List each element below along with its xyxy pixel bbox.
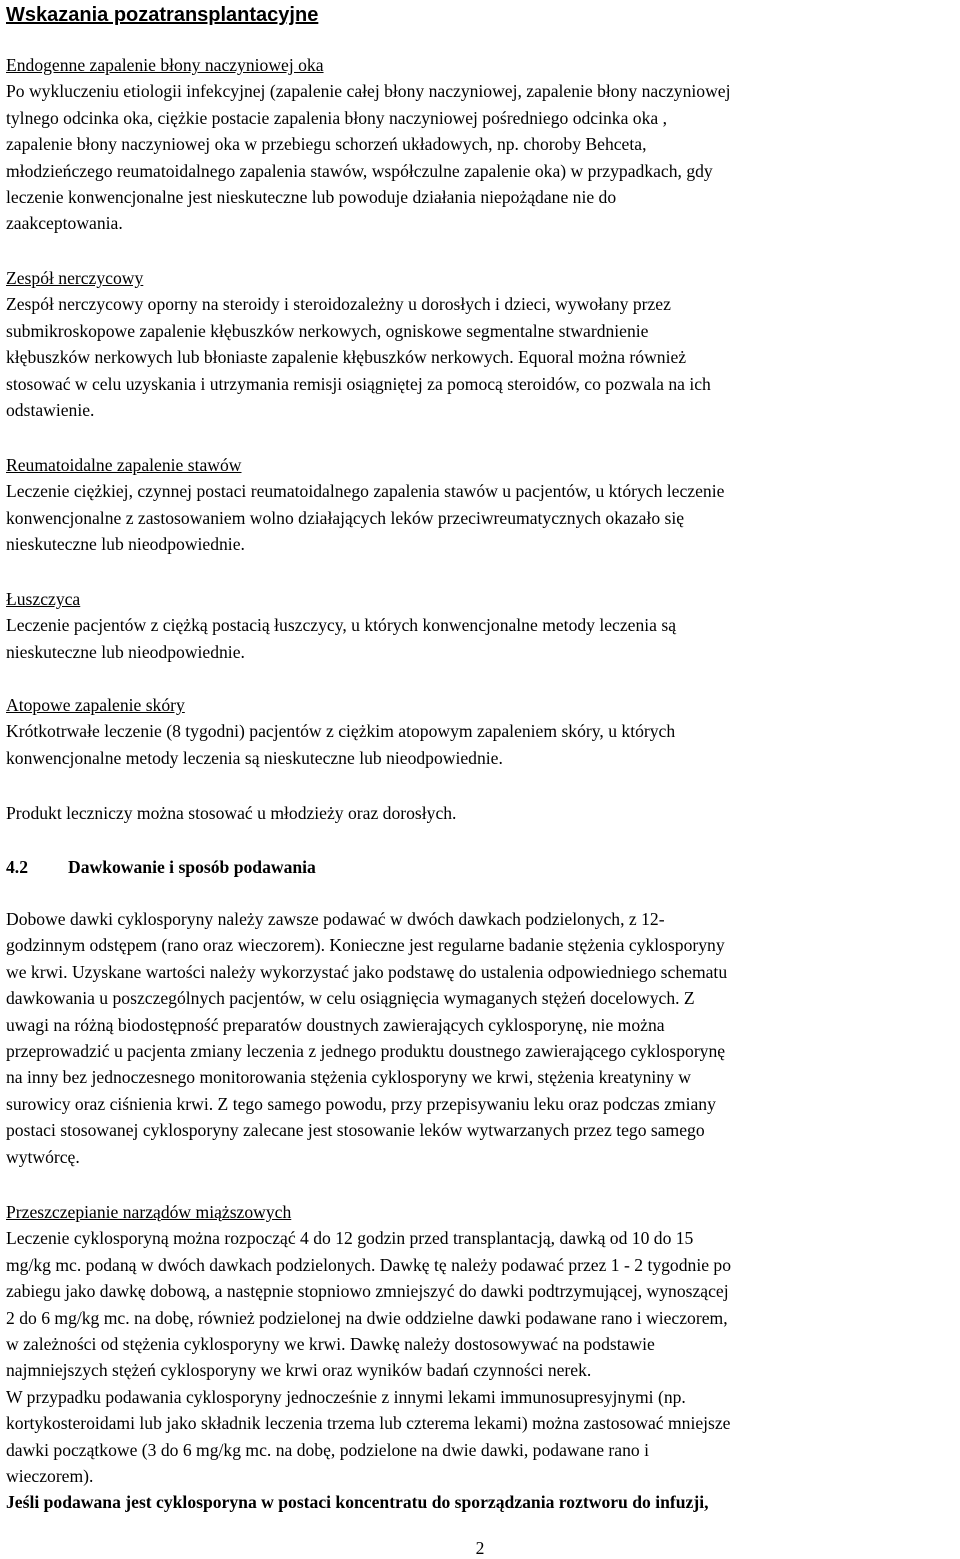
reumatoidalne-section xyxy=(6,452,956,558)
paragraph-line: nieskuteczne lub nieodpowiednie. xyxy=(6,641,245,662)
paragraph-line: W przypadku podawania cyklosporyny jednocześnie z innymi lekami immunosupresyjnymi (np. xyxy=(6,1386,686,1407)
paragraph-line: leczenie konwencjonalne jest nieskuteczne lub powoduje działania niepożądane nie do xyxy=(6,187,617,208)
reumatoidalne-heading: Reumatoidalne zapalenie stawów xyxy=(6,455,242,475)
paragraph-line: odstawienie. xyxy=(6,400,95,421)
luszczyca-heading: Łuszczyca xyxy=(6,589,81,609)
endogenne-heading: Endogenne zapalenie błony naczyniowej oka xyxy=(6,55,324,75)
paragraph-line: tylnego odcinka oka, ciężkie postacie zapalenia błony naczyniowej pośredniego odcinka oka , xyxy=(6,107,667,128)
paragraph-line: konwencjonalne metody leczenia są nieskuteczne lub nieodpowiednie. xyxy=(6,747,503,768)
paragraph-line: zabiegu jako dawkę dobową, a następnie stopniowo zmniejszyć do dawki podtrzymującej, wynoszącej xyxy=(6,1281,729,1302)
paragraph-line: Leczenie cyklosporyną można rozpocząć 4 do 12 godzin przed transplantacją, dawką od 10 do 15 xyxy=(6,1228,694,1249)
paragraph-line: młodzieńczego reumatoidalnego zapalenia stawów, współczulne zapalenie oka) w przypadkach, gdy xyxy=(6,160,713,181)
atopowe-section xyxy=(6,692,956,771)
endogenne-section xyxy=(6,52,956,237)
paragraph-line: wieczorem). xyxy=(6,1466,94,1487)
paragraph-line: surowicy oraz ciśnienia krwi. Z tego samego powodu, przy przepisywaniu leku oraz podczas zmiany xyxy=(6,1093,716,1114)
paragraph-line: kortykosteroidami lub jako składnik leczenia trzema lub czterema lekami) można zastosować mniejsze xyxy=(6,1413,731,1434)
paragraph-line: Produkt leczniczy można stosować u młodzieży oraz dorosłych. xyxy=(6,803,457,823)
luszczyca-section xyxy=(6,586,956,665)
paragraph-line: konwencjonalne z zastosowaniem wolno działających leków przeciwreumatycznych okazało się xyxy=(6,507,685,528)
paragraph-line: postaci stosowanej cyklosporyny zalecane jest stosowanie leków wytwarzanych przez tego samego xyxy=(6,1120,705,1141)
paragraph-line: dawkowania u poszczególnych pacjentów, w celu osiągnięcia wymaganych stężeń docelowych. Z xyxy=(6,988,695,1009)
paragraph-line: we krwi. Uzyskane wartości należy wykorzystać jako podstawę do ustalenia odpowiedniego schematu xyxy=(6,961,728,982)
nerczycowy-heading: Zespół nerczycowy xyxy=(6,268,144,288)
nerczycowy-section xyxy=(6,265,956,423)
paragraph-line: zaakceptowania. xyxy=(6,213,123,234)
paragraph-line: godzinnym odstępem (rano oraz wieczorem). Konieczne jest regularne badanie stężenia cyklosporyny xyxy=(6,935,725,956)
paragraph-line: kłębuszków nerkowych lub błoniaste zapalenie kłębuszków nerkowych. Equoral można również xyxy=(6,347,687,368)
paragraph-line: Leczenie ciężkiej, czynnej postaci reumatoidalnego zapalenia stawów u pacjentów, u których leczenie xyxy=(6,481,725,502)
paragraph-line: nieskuteczne lub nieodpowiednie. xyxy=(6,534,245,555)
section-title: Wskazania pozatransplantacyjne xyxy=(6,4,319,26)
paragraph-line: przeprowadzić u pacjenta zmiany leczenia z jednego produktu doustnego zawierającego cyklosporynę xyxy=(6,1041,726,1062)
produkt-note xyxy=(6,800,956,826)
paragraph-line: Zespół nerczycowy oporny na steroidy i steroidozależny u dorosłych i dzieci, wywołany przez xyxy=(6,294,671,315)
paragraph-line: Leczenie pacjentów z ciężką postacią łuszczycy, u których konwencjonalne metody leczenia są xyxy=(6,615,677,636)
paragraph-line: submikroskopowe zapalenie kłębuszków nerkowych, ogniskowe segmentalne stwardnienie xyxy=(6,320,649,341)
paragraph-bold-line: Jeśli podawana jest cyklosporyna w postaci koncentratu do sporządzania roztworu do infuzji, xyxy=(6,1492,709,1513)
paragraph-line: wytwórcę. xyxy=(6,1146,80,1167)
paragraph-line: dawki początkowe (3 do 6 mg/kg mc. na dobę, podzielone na dwie dawki, podawane rano i xyxy=(6,1439,649,1460)
paragraph-line: 2 do 6 mg/kg mc. na dobę, również podzielonej na dwie oddzielne dawki podawane rano i wieczorem, xyxy=(6,1307,728,1328)
section-number: 4.2 xyxy=(6,857,28,877)
section-heading-title: Dawkowanie i sposób podawania xyxy=(68,857,316,877)
paragraph-line: stosować w celu uzyskania i utrzymania remisji osiągniętej za pomocą steroidów, co pozwala na ich xyxy=(6,373,711,394)
paragraph-line: Krótkotrwałe leczenie (8 tygodni) pacjentów z ciężkim atopowym zapaleniem skóry, u których xyxy=(6,721,676,742)
section-4-2-heading xyxy=(6,854,316,880)
paragraph-line: uwagi na różną biodostępność preparatów doustnych zawierających cyklosporynę, nie można xyxy=(6,1014,665,1035)
paragraph-line: w zależności od stężenia cyklosporyny we krwi. Dawkę należy dostosowywać na podstawie xyxy=(6,1334,655,1355)
paragraph-line: mg/kg mc. podaną w dwóch dawkach podzielonych. Dawkę tę należy podawać przez 1 - 2 tygodnie po xyxy=(6,1254,732,1275)
paragraph-line: Dobowe dawki cyklosporyny należy zawsze podawać w dwóch dawkach podzielonych, z 12- xyxy=(6,909,665,929)
paragraph-line: Po wykluczeniu etiologii infekcyjnej (zapalenie całej błony naczyniowej, zapalenie błony naczyniowej xyxy=(6,81,731,102)
paragraph-line: na inny bez jednoczesnego monitorowania stężenia cyklosporyny we krwi, stężenia kreatyniny w xyxy=(6,1067,691,1088)
paragraph-line: zapalenie błony naczyniowej oka w przebiegu schorzeń układowych, np. choroby Behceta, xyxy=(6,134,647,155)
atopowe-heading: Atopowe zapalenie skóry xyxy=(6,695,185,715)
dawkowanie-paragraph xyxy=(6,906,956,1170)
page-number: 2 xyxy=(475,1538,485,1558)
przeszczepianie-heading: Przeszczepianie narządów miąższowych xyxy=(6,1202,292,1222)
paragraph-line: najmniejszych stężeń cyklosporyny we krwi oraz wyników badań czynności nerek. xyxy=(6,1360,592,1381)
przeszczepianie-section xyxy=(6,1199,956,1516)
